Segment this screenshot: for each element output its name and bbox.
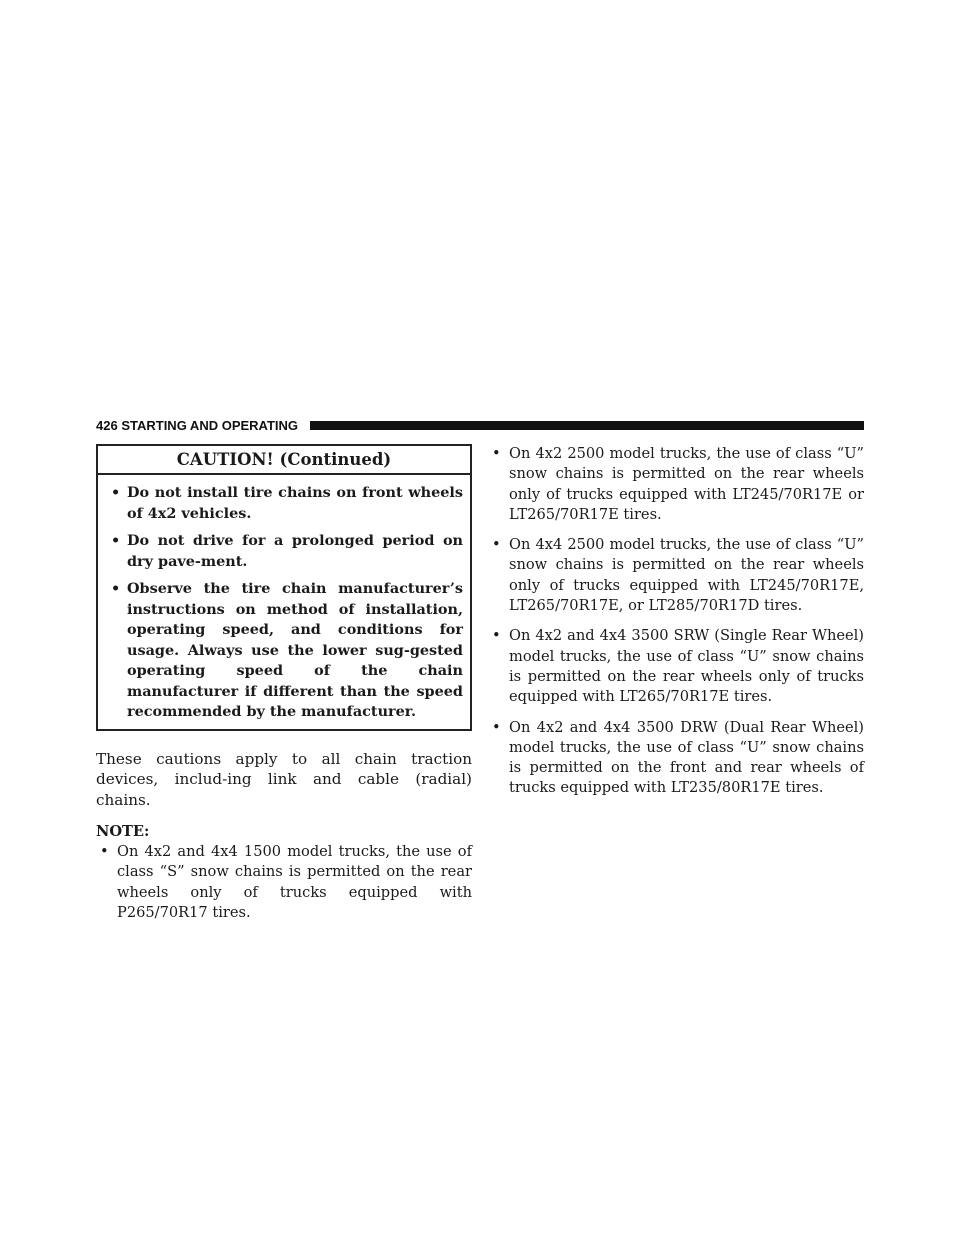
- right-bullet-list: [488, 444, 864, 799]
- section-title: STARTING AND OPERATING: [121, 418, 299, 433]
- bullet-icon: •: [492, 445, 501, 462]
- bullet-icon: •: [492, 536, 501, 554]
- caution-item: [105, 483, 463, 524]
- header-rule: [310, 421, 864, 430]
- caution-item: [105, 579, 463, 723]
- bullet-icon: •: [111, 532, 121, 549]
- list-item-text: On 4x2 and 4x4 1500 model trucks, the use of class “S” snow chains is permitted on the rear wheels only of trucks equipped with P265/70R17 tires.: [117, 843, 472, 921]
- caution-title: CAUTION! (Continued): [98, 446, 470, 475]
- bullet-icon: •: [100, 843, 109, 860]
- left-bullet-list: [96, 842, 472, 923]
- list-item-text: On 4x4 2500 model trucks, the use of class “U” snow chains is permitted on the rear wheels only of trucks equipped with LT245/70R17E, LT265/70R17E, or LT285/70R17D tires.: [509, 536, 864, 615]
- bullet-icon: •: [111, 580, 121, 597]
- caution-item-text: Do not install tire chains on front wheels of 4x2 vehicles.: [127, 484, 463, 522]
- caution-box: [96, 444, 472, 731]
- note-label: NOTE:: [96, 823, 150, 840]
- list-item: [488, 626, 864, 707]
- caution-list: [105, 483, 463, 723]
- page-header: [96, 418, 864, 434]
- list-item-text: On 4x2 and 4x4 3500 SRW (Single Rear Wheel) model trucks, the use of class “U” snow chains is permitted on the rear wheels only of trucks equipped with LT265/70R17E tires.: [509, 627, 864, 706]
- list-item: [488, 718, 864, 799]
- bullet-icon: •: [111, 484, 121, 501]
- list-item: [96, 842, 472, 923]
- header-text: [96, 418, 298, 434]
- left-column: [96, 444, 472, 933]
- list-item-text: On 4x2 2500 model trucks, the use of class “U” snow chains is permitted on the rear wheels only of trucks equipped with LT245/70R17E or LT265/70R17E tires.: [509, 445, 864, 523]
- page-number: 426: [96, 418, 118, 433]
- list-item: [488, 535, 864, 616]
- caution-item: [105, 531, 463, 572]
- cautions-paragraph: These cautions apply to all chain traction devices, includ-ing link and cable (radial) chains.: [96, 749, 472, 809]
- caution-item-text: Do not drive for a prolonged period on dry pave-ment.: [127, 532, 463, 570]
- list-item-text: On 4x2 and 4x4 3500 DRW (Dual Rear Wheel) model trucks, the use of class “U” snow chains is permitted on the front and rear wheels of trucks equipped with LT235/80R17E tires.: [509, 718, 864, 797]
- bullet-icon: •: [492, 627, 501, 645]
- right-column: [488, 444, 864, 809]
- caution-item-text: Observe the tire chain manufacturer’s instructions on method of installation, operating speed, and conditions for usage. Always use the lower sug-gested operating speed of the chain manufacturer if different than the speed recommended by the manufacturer.: [127, 580, 463, 720]
- list-item: [488, 444, 864, 525]
- bullet-icon: •: [492, 718, 501, 736]
